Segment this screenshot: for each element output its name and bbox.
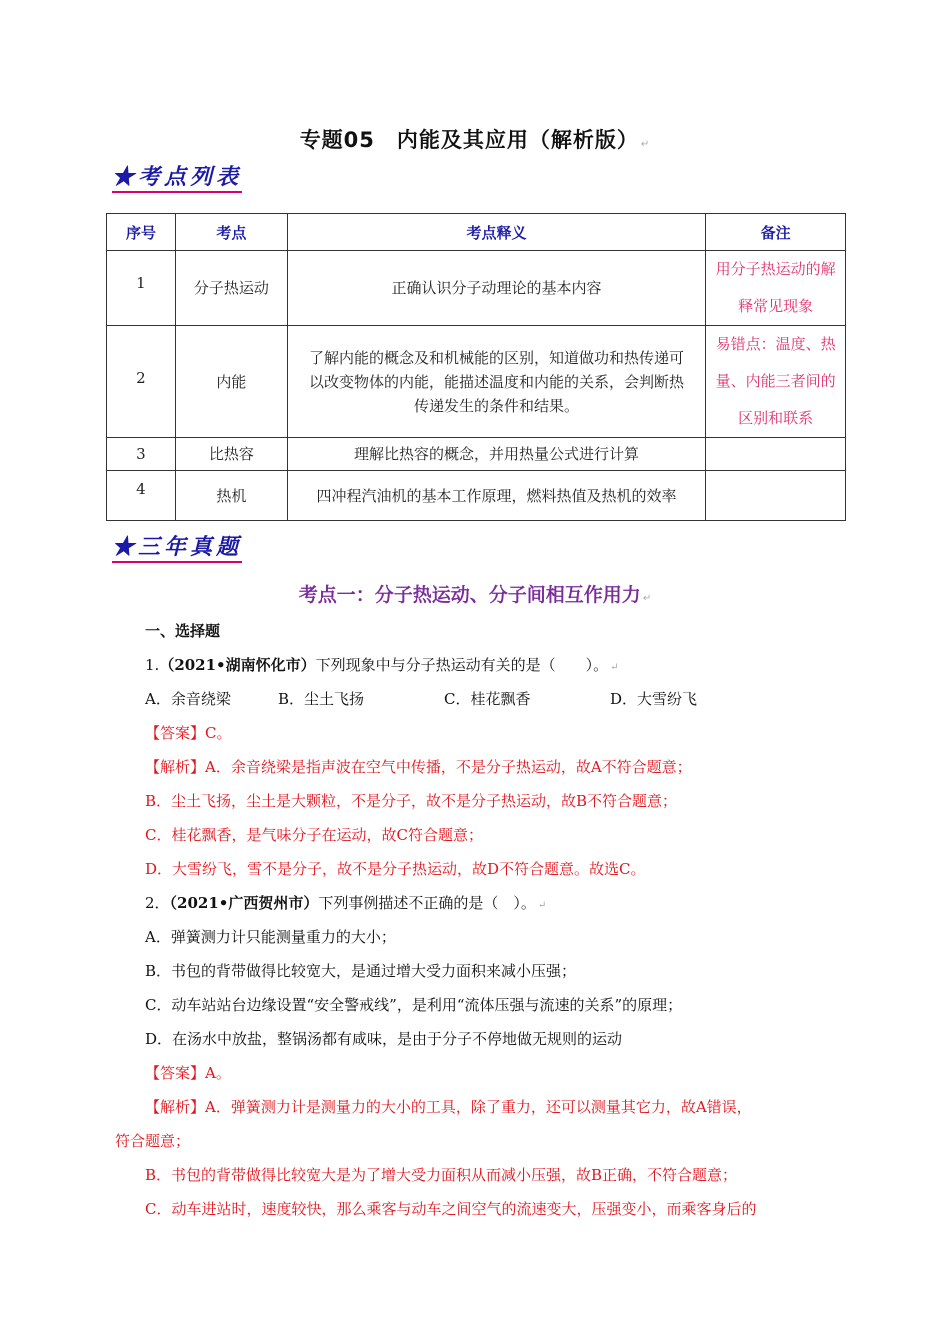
page-title: 专题05 内能及其应用（解析版） ↵ (299, 128, 651, 152)
row-note (706, 471, 846, 521)
table-row (107, 471, 846, 521)
table-row (107, 251, 846, 326)
part-label: 一、选择题 (145, 622, 221, 640)
question-1-analysis: 【解析】A．余音绕梁是指声波在空气中传播，不是分子热运动，故A不符合题意； (145, 758, 692, 776)
row-note: 用分子热运动的解释常见现象 (706, 251, 846, 326)
row-point: 内能 (175, 326, 287, 438)
question-1-answer: 【答案】C。 (145, 724, 232, 742)
question-2: 2．（2021•广西贺州市）下列事例描述不正确的是（ ）。 ↵ (145, 894, 547, 912)
row-note: 易错点：温度、热量、内能三者间的区别和联系 (706, 326, 846, 438)
table-row (107, 326, 846, 438)
table-header-row (107, 214, 846, 251)
row-point: 分子热运动 (175, 251, 287, 326)
question-2-option: D．在汤水中放盐，整锅汤都有咸味，是由于分子不停地做无规则的运动 (145, 1030, 623, 1048)
row-number: 1 (107, 251, 176, 326)
question-1-analysis: B．尘土飞扬，尘土是大颗粒，不是分子，故不是分子热运动，故B不符合题意； (145, 792, 678, 810)
question-2-answer: 【答案】A。 (145, 1064, 231, 1082)
topic-heading: 考点一：分子热运动、分子间相互作用力 ↵ (298, 584, 652, 606)
row-desc: 理解比热容的概念，并用热量公式进行计算 (287, 438, 705, 471)
row-point: 比热容 (175, 438, 287, 471)
header-cell: 考点释义 (287, 214, 705, 251)
question-1-options: A．余音绕梁 B．尘土飞扬 C．桂花飘香 D．大雪纷飞 (145, 690, 698, 708)
row-number: 4 (107, 471, 176, 521)
row-note (706, 438, 846, 471)
section-heading-three-years: ★三年真题 (112, 530, 242, 561)
question-2-option: C．动车站站台边缘设置“安全警戒线”，是利用“流体压强与流速的关系”的原理； (145, 996, 683, 1014)
header-cell: 备注 (706, 214, 846, 251)
row-number: 2 (107, 326, 176, 438)
header-cell: 考点 (175, 214, 287, 251)
row-desc: 四冲程汽油机的基本工作原理，燃料热值及热机的效率 (287, 471, 705, 521)
question-2-analysis: 【解析】A．弹簧测力计是测量力的大小的工具，除了重力，还可以测量其它力，故A错误， (145, 1098, 752, 1116)
row-desc: 正确认识分子动理论的基本内容 (287, 251, 705, 326)
row-point: 热机 (175, 471, 287, 521)
question-2-analysis: C．动车进站时，速度较快，那么乘客与动车之间空气的流速变大，压强变小，而乘客身后的 (145, 1200, 757, 1218)
header-cell: 序号 (107, 214, 176, 251)
question-2-option: A．弹簧测力计只能测量重力的大小； (145, 928, 396, 946)
question-1-analysis: C．桂花飘香，是气味分子在运动，故C符合题意； (145, 826, 483, 844)
exam-points-table (106, 213, 846, 521)
row-number: 3 (107, 438, 176, 471)
question-2-analysis: B．书包的背带做得比较宽大是为了增大受力面积从而减小压强，故B正确，不符合题意； (145, 1166, 738, 1184)
section-heading-exam-points: ★考点列表 (112, 160, 242, 191)
question-1-analysis: D．大雪纷飞，雪不是分子，故不是分子热运动，故D不符合题意。故选C。 (145, 860, 646, 878)
question-2-option: B．书包的背带做得比较宽大，是通过增大受力面积来减小压强； (145, 962, 577, 980)
row-desc: 了解内能的概念及和机械能的区别，知道做功和热传递可以改变物体的内能，能描述温度和内能的关系，会判断热传递发生的条件和结果。 (287, 326, 705, 438)
table-row (107, 438, 846, 471)
question-1: 1.（2021•湖南怀化市）下列现象中与分子热运动有关的是（ ）。 ↵ (145, 656, 619, 674)
question-2-analysis: 符合题意； (115, 1132, 191, 1150)
